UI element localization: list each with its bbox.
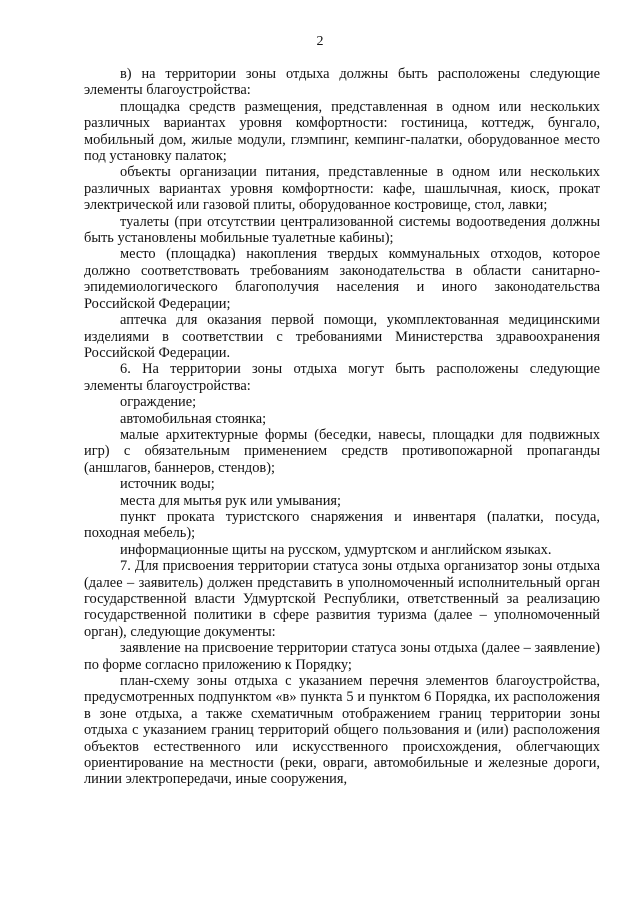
paragraph-application: заявление на присвоение территории статуса зоны отдыха (далее – заявление) по форме согласно приложению к Порядку; — [84, 640, 600, 673]
paragraph-water-source: источник воды; — [120, 476, 215, 493]
page-number: 2 — [316, 34, 324, 49]
paragraph-washing: места для мытья рук или умывания; — [120, 492, 342, 509]
document-body — [84, 66, 600, 788]
paragraph-5v-intro: в) на территории зоны отдыха должны быть расположены следующие элементы благоустройства: — [84, 66, 600, 99]
paragraph-accommodation: площадка средств размещения, представленная в одном или нескольких различных вариантах уровня комфортности: гостиница, коттедж, бунгало, мобильный дом, жилые модули, глэмпинг, кемпинг-палатки, оборудованное место под установку палаток; — [84, 98, 600, 165]
paragraph-6-intro: 6. На территории зоны отдыха могут быть расположены следующие элементы благоустройства: — [84, 361, 600, 394]
paragraph-parking: автомобильная стоянка; — [120, 410, 267, 427]
paragraph-fence: ограждение; — [120, 394, 197, 411]
paragraph-info-boards: информационные щиты на русском, удмуртском и английском языках. — [120, 541, 552, 558]
paragraph-toilets: туалеты (при отсутствии централизованной системы водоотведения должны быть установлены мобильные туалетные кабины); — [84, 213, 600, 247]
paragraph-rental: пункт проката туристского снаряжения и инвентаря (палатки, посуда, походная мебель); — [84, 508, 600, 542]
paragraph-waste-site: место (площадка) накопления твердых коммунальных отходов, которое должно соответствовать требованиям законодательства в области санитарно-эпидемиологического благополучия населения и иного законодательства Российской Федерации; — [84, 246, 600, 312]
paragraph-7-intro: 7. Для присвоения территории статуса зоны отдыха организатор зоны отдыха (далее – заявитель) должен представить в уполномоченный исполнительный орган государственной власти Удмуртской Республики, ответственный за реализацию государственной политики в сфере развития туризма (далее – уполномоченный орган), следующие документы: — [84, 558, 600, 640]
paragraph-catering: объекты организации питания, представленные в одном или нескольких различных вариантах уровня комфортности: кафе, шашлычная, киоск, прокат электрической или газовой плиты, оборудованное костровище, стол, лавки; — [84, 164, 600, 214]
paragraph-site-plan: план-схему зоны отдыха с указанием перечня элементов благоустройства, предусмотренных подпунктом «в» пункта 5 и пунктом 6 Порядка, их расположения в зоне отдыха, а также схематичным отображением границ территории зоны отдыха с указанием границ территорий общего пользования и (или) расположения объектов естественного или искусственного происхождения, облегчающих ориентирование на местности (реки, овраги, автомобильные и железные дороги, линии электропередачи, иные сооружения, — [84, 673, 600, 788]
paragraph-small-forms: малые архитектурные формы (беседки, навесы, площадки для подвижных игр) с обязательным применением средств противопожарной пропаганды (аншлагов, баннеров, стендов); — [84, 426, 600, 476]
paragraph-first-aid: аптечка для оказания первой помощи, укомплектованная медицинскими изделиями в соответствии с требованиями Министерства здравоохранения Российской Федерации. — [84, 312, 600, 361]
